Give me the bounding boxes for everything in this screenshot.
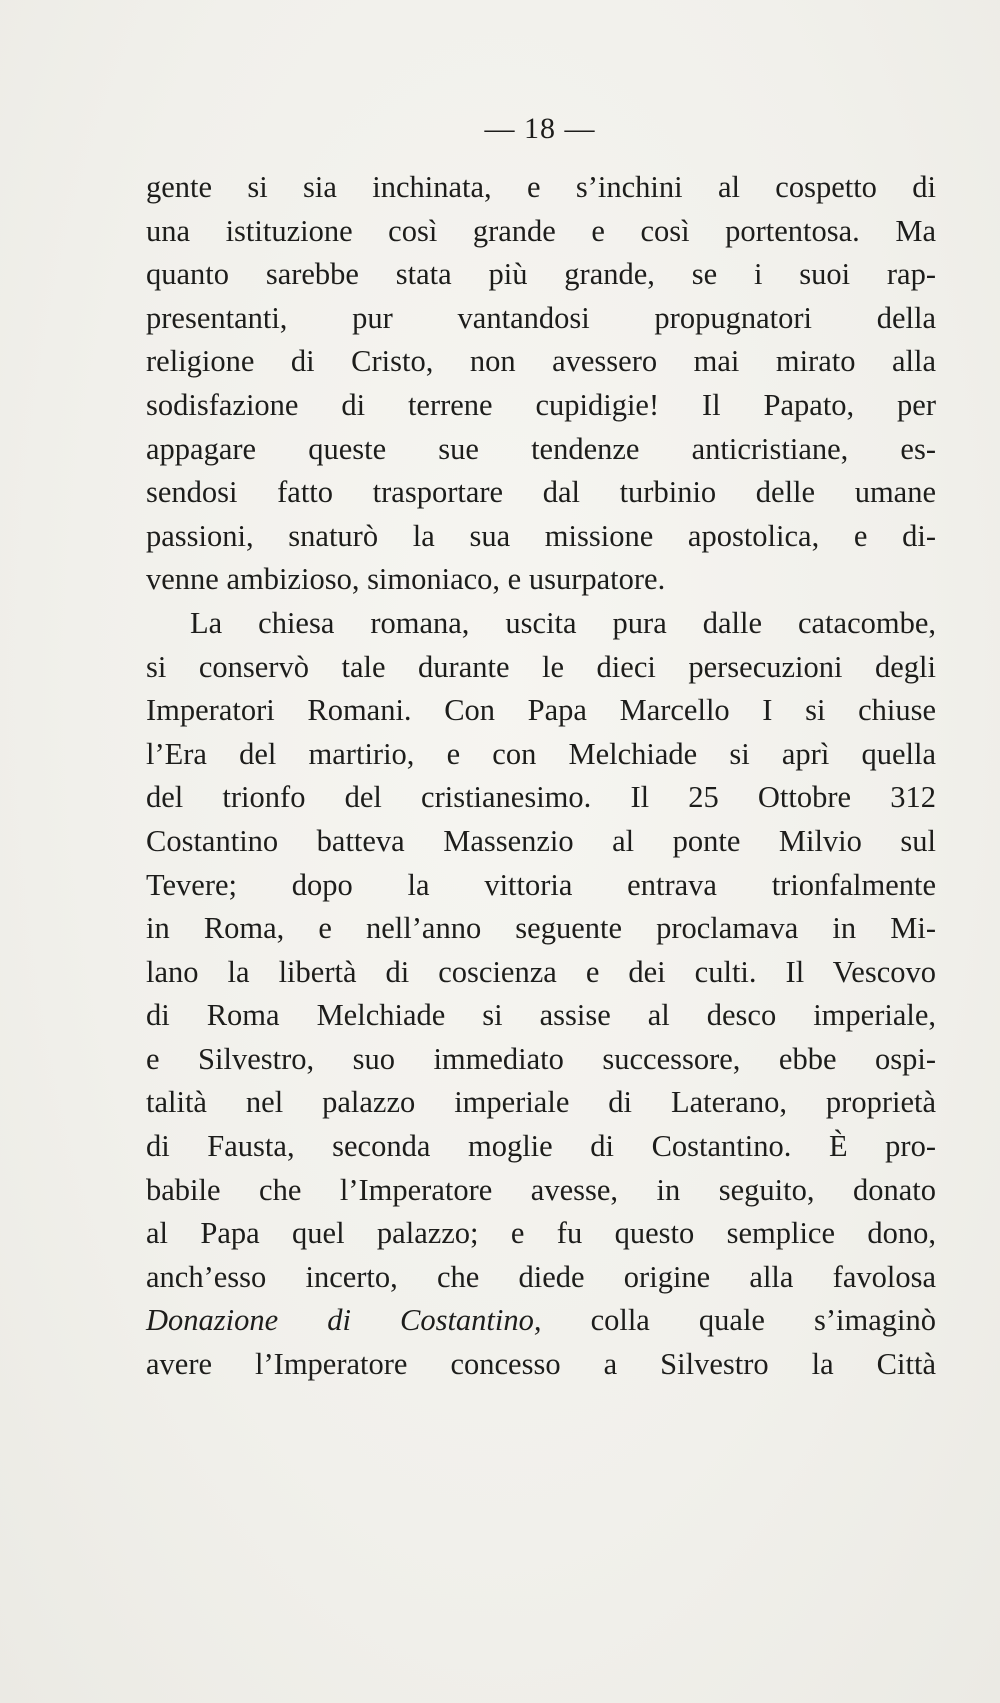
text-line: Costantino batteva Massenzio al ponte Milvio sul bbox=[146, 823, 936, 858]
italic-line-rest: colla quale s’imaginò bbox=[541, 1303, 936, 1338]
text-line: babile che l’Imperatore avesse, in seguito, donato bbox=[146, 1172, 936, 1207]
text-line: sodisfazione di terrene cupidigie! Il Papato, per bbox=[146, 387, 936, 422]
text-line: venne ambizioso, simoniaco, e usurpatore. bbox=[146, 562, 666, 597]
text-line: La chiesa romana, uscita pura dalle catacombe, bbox=[190, 605, 936, 640]
text-line: al Papa quel palazzo; e fu questo semplice dono, bbox=[146, 1216, 936, 1251]
text-line-italic bbox=[146, 1299, 936, 1343]
text-line: lano la libertà di coscienza e dei culti. Il Vescovo bbox=[146, 954, 936, 989]
text-line: di Fausta, seconda moglie di Costantino. È pro- bbox=[146, 1129, 936, 1164]
page-number: — 18 — bbox=[484, 112, 596, 145]
text-line: si conservò tale durante le dieci persecuzioni degli bbox=[146, 649, 936, 684]
text-line: l’Era del martirio, e con Melchiade si aprì quella bbox=[146, 736, 936, 771]
text-line: avere l’Imperatore concesso a Silvestro la Città bbox=[146, 1347, 936, 1382]
text-line: Imperatori Romani. Con Papa Marcello I si chiuse bbox=[146, 693, 936, 728]
text-line: una istituzione così grande e così portentosa. Ma bbox=[146, 213, 936, 248]
text-line: in Roma, e nell’anno seguente proclamava in Mi- bbox=[146, 911, 936, 946]
text-line: presentanti, pur vantandosi propugnatori della bbox=[146, 300, 936, 335]
body-text bbox=[146, 166, 936, 1387]
italic-title: Donazione di Costantino, bbox=[146, 1303, 542, 1338]
text-line: passioni, snaturò la sua missione apostolica, e di- bbox=[146, 518, 936, 553]
text-line: appagare queste sue tendenze anticristiane, es- bbox=[146, 431, 936, 466]
text-line: di Roma Melchiade si assise al desco imperiale, bbox=[146, 998, 936, 1033]
text-line: talità nel palazzo imperiale di Laterano, proprietà bbox=[146, 1085, 936, 1120]
text-line: gente si sia inchinata, e s’inchini al cospetto di bbox=[146, 170, 936, 204]
text-line: religione di Cristo, non avessero mai mirato alla bbox=[146, 344, 936, 379]
text-line: anch’esso incerto, che diede origine alla favolosa bbox=[146, 1259, 936, 1294]
text-line: Tevere; dopo la vittoria entrava trionfalmente bbox=[146, 867, 936, 902]
text-line: sendosi fatto trasportare dal turbinio delle umane bbox=[146, 475, 936, 510]
text-line: e Silvestro, suo immediato successore, ebbe ospi- bbox=[146, 1041, 936, 1076]
text-line: quanto sarebbe stata più grande, se i suoi rap- bbox=[146, 257, 936, 292]
paragraph-1 bbox=[146, 166, 936, 602]
paragraph-2 bbox=[146, 602, 936, 1387]
text-line: del trionfo del cristianesimo. Il 25 Ottobre 312 bbox=[146, 780, 936, 815]
